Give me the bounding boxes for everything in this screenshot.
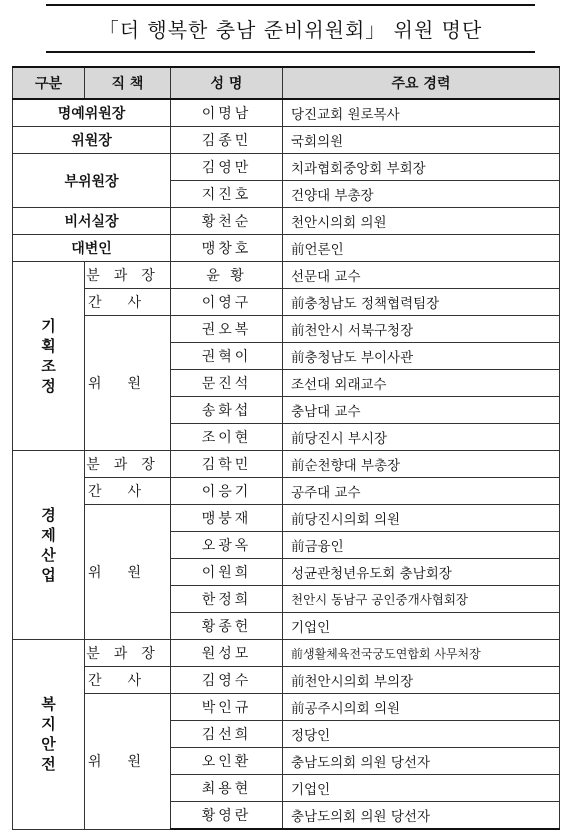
table-row [13, 667, 560, 694]
name-cell: 황종헌 [171, 613, 283, 640]
name-cell: 지진호 [171, 181, 283, 208]
name-cell: 최용현 [171, 775, 283, 802]
career-cell: 치과협회중앙회 부회장 [283, 154, 560, 181]
career-cell: 前충청남도 정책협력팀장 [283, 289, 560, 316]
name-cell: 김영만 [171, 154, 283, 181]
header-position: 직 책 [85, 67, 171, 99]
table-header-row [13, 67, 560, 99]
career-cell: 충남도의회 의원 당선자 [283, 748, 560, 775]
name-cell: 맹창호 [171, 235, 283, 262]
section-label-economy [13, 451, 85, 640]
header-category: 구분 [13, 67, 85, 99]
position-cell: 간사 [85, 289, 171, 316]
role-cell: 대변인 [13, 235, 171, 262]
member-roster-table [12, 66, 560, 830]
section-label-char: 기 [41, 317, 56, 335]
name-cell: 황천순 [171, 208, 283, 235]
name-cell: 김영수 [171, 667, 283, 694]
section-label-char: 획 [41, 337, 56, 355]
role-cell: 부위원장 [13, 154, 171, 208]
position-cell: 간사 [85, 478, 171, 505]
section-label-char: 산 [41, 546, 56, 564]
career-cell: 前천안시 서북구청장 [283, 316, 560, 343]
name-cell: 오인환 [171, 748, 283, 775]
career-cell: 前당진시의회 의원 [283, 505, 560, 532]
name-cell: 이응기 [171, 478, 283, 505]
career-cell: 기업인 [283, 775, 560, 802]
career-cell: 천안시 동남구 공인중개사협회장 [283, 586, 560, 613]
career-cell: 前생활체육전국궁도연합회 사무처장 [283, 640, 560, 667]
career-cell: 충남대 교수 [283, 397, 560, 424]
name-cell: 김학민 [171, 451, 283, 478]
career-cell: 선문대 교수 [283, 262, 560, 289]
header-career: 주요 경력 [283, 67, 560, 99]
career-cell: 前금융인 [283, 532, 560, 559]
document-title: 「더 행복한 충남 준비위원회」 위원 명단 [98, 18, 483, 42]
table-row [13, 99, 560, 127]
career-cell: 조선대 외래교수 [283, 370, 560, 397]
career-cell: 前순천향대 부총장 [283, 451, 560, 478]
section-label-welfare [13, 640, 85, 830]
role-cell: 비서실장 [13, 208, 171, 235]
table-row [13, 505, 560, 532]
career-cell: 前천안시의회 부의장 [283, 667, 560, 694]
position-cell: 위원 [85, 505, 171, 640]
career-cell: 前당진시 부시장 [283, 424, 560, 451]
section-label-char: 제 [41, 526, 56, 544]
section-label-char: 복 [41, 695, 56, 714]
name-cell: 문진석 [171, 370, 283, 397]
role-cell: 명예위원장 [13, 99, 171, 127]
table-row [13, 262, 560, 289]
name-cell: 권혁이 [171, 343, 283, 370]
name-cell: 박인규 [171, 694, 283, 721]
name-cell: 이영구 [171, 289, 283, 316]
career-cell: 천안시의회 의원 [283, 208, 560, 235]
name-cell: 이명남 [171, 99, 283, 127]
table-row [13, 208, 560, 235]
name-cell: 김선희 [171, 721, 283, 748]
section-label-char: 업 [41, 566, 56, 584]
section-label-char: 지 [41, 715, 56, 734]
table-row [13, 316, 560, 343]
name-cell: 권오복 [171, 316, 283, 343]
career-cell: 前충청남도 부이사관 [283, 343, 560, 370]
table-row [13, 289, 560, 316]
table-row [13, 640, 560, 667]
section-label-char: 조 [41, 357, 56, 375]
table-row [13, 154, 560, 181]
position-cell: 분과장 [85, 451, 171, 478]
name-cell: 김종민 [171, 127, 283, 154]
name-cell: 송화섭 [171, 397, 283, 424]
name-cell: 맹붕재 [171, 505, 283, 532]
career-cell: 국회의원 [283, 127, 560, 154]
section-label-planning [13, 262, 85, 451]
career-cell: 성균관청년유도회 충남회장 [283, 559, 560, 586]
career-cell: 기업인 [283, 613, 560, 640]
name-cell: 조이현 [171, 424, 283, 451]
title-box [46, 4, 535, 53]
section-label-char: 경 [41, 506, 56, 524]
header-name: 성 명 [171, 67, 283, 99]
career-cell: 충남도의회 의원 당선자 [283, 802, 560, 830]
table-row [13, 235, 560, 262]
career-cell: 前공주시의회 의원 [283, 694, 560, 721]
section-label-char: 안 [41, 735, 56, 754]
name-cell: 한정희 [171, 586, 283, 613]
table-row [13, 694, 560, 721]
role-cell: 위원장 [13, 127, 171, 154]
name-cell: 원성모 [171, 640, 283, 667]
career-cell: 당진교회 원로목사 [283, 99, 560, 127]
position-cell: 분과장 [85, 640, 171, 667]
career-cell: 정당인 [283, 721, 560, 748]
name-cell: 윤 황 [171, 262, 283, 289]
section-label-char: 정 [41, 377, 56, 395]
name-cell: 이원희 [171, 559, 283, 586]
position-cell: 분과장 [85, 262, 171, 289]
table-row [13, 478, 560, 505]
section-label-char: 전 [41, 755, 56, 774]
name-cell: 오광옥 [171, 532, 283, 559]
position-cell: 위원 [85, 316, 171, 451]
name-cell: 황영란 [171, 802, 283, 830]
career-cell: 공주대 교수 [283, 478, 560, 505]
career-cell: 前언론인 [283, 235, 560, 262]
table-row [13, 127, 560, 154]
table-row [13, 451, 560, 478]
career-cell: 건양대 부총장 [283, 181, 560, 208]
position-cell: 간사 [85, 667, 171, 694]
position-cell: 위원 [85, 694, 171, 830]
